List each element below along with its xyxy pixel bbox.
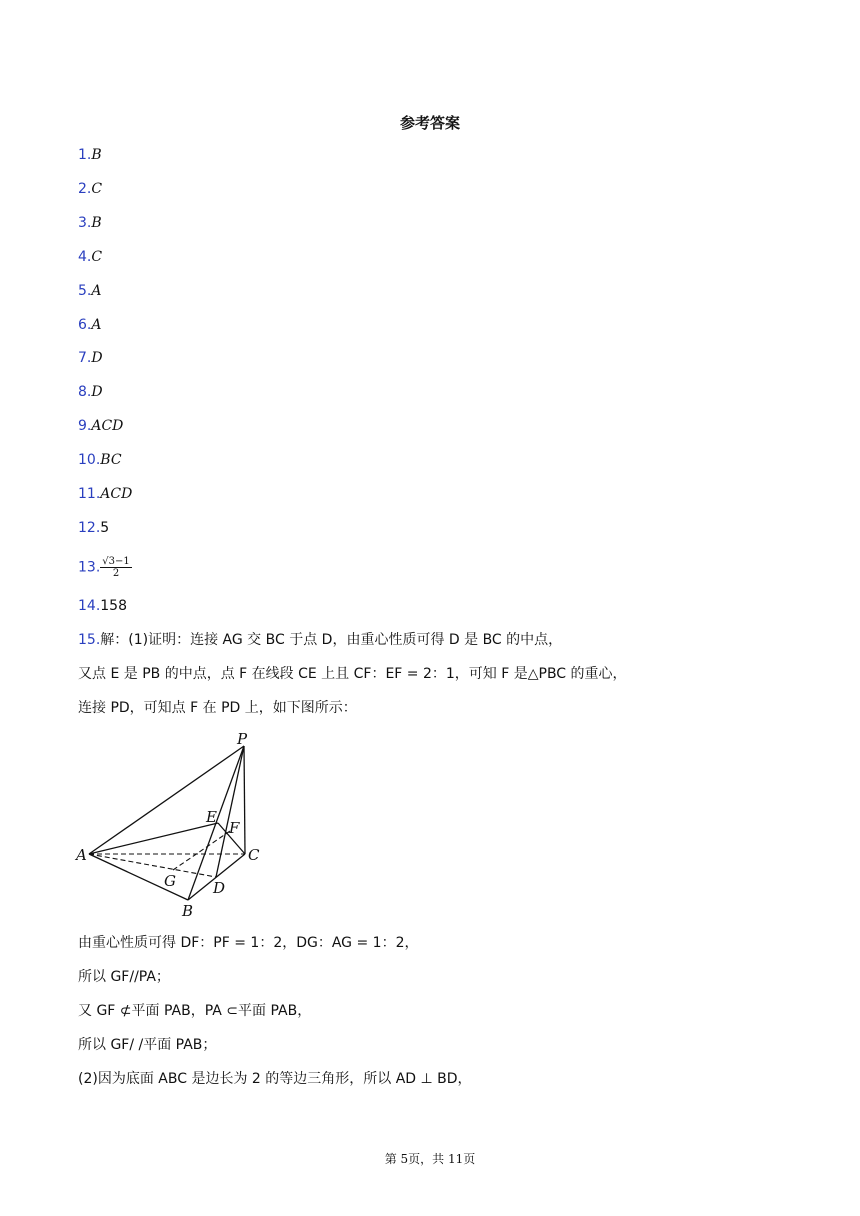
answer-5: 5.A [78,283,102,299]
q15-line-1: 15.解：(1)证明：连接 AG 交 BC 于点 D，由重心性质可得 D 是 BC 的中点， [78,632,563,648]
label-F: F [229,819,240,837]
answer-4: 4.C [78,249,103,265]
answer-14: 14.158 [78,598,127,614]
q15-line-2: 又点 E 是 PB 的中点，点 F 在线段 CE 上且 CF：EF = 2：1，可知 F 是△PBC 的重心， [78,666,627,682]
answer-11: 11.ACD [78,486,133,502]
answer-13: 13. $\frac{√3-1}{2}$ [78,556,130,579]
geometry-diagram [72,728,272,920]
answer-9: 9.ACD [78,418,124,434]
page-footer: 第 5页，共 11页 [384,1152,476,1166]
label-B: B [182,902,194,920]
answer-2: 2.C [78,181,103,197]
label-P: P [237,730,248,748]
answer-10: 10.BC [78,452,122,468]
answer-1: 1.B [78,147,102,163]
answer-6: 6.A [78,317,102,333]
q15-line-5: 所以 GF//PA； [78,969,170,985]
answer-12: 12.5 [78,520,110,536]
fraction: $\frac{√3-1}{2}$ [102,556,130,579]
q15-line-8: (2)因为底面 ABC 是边长为 2 的等边三角形，所以 AD ⊥ BD， [78,1071,472,1087]
label-D: D [213,879,226,897]
answer-3: 3.B [78,215,102,231]
edge-AE [89,823,218,854]
label-A: A [76,846,87,864]
q15-line-4: 由重心性质可得 DF：PF = 1：2，DG：AG = 1：2， [78,935,419,951]
edge-PC [244,746,245,854]
q15-line-7: 所以 GF/ /平面 PAB； [78,1037,217,1053]
label-G: G [164,872,176,890]
q15-line-3: 连接 PD，可知点 F 在 PD 上，如下图所示： [78,700,357,716]
label-C: C [248,846,260,864]
q15-line-6: 又 GF ⊄平面 PAB，PA ⊂平面 PAB， [78,1003,312,1019]
page-title: 参考答案 [399,114,460,132]
label-E: E [206,808,217,826]
answer-7: 7.D [78,350,103,366]
answer-8: 8.D [78,384,103,400]
